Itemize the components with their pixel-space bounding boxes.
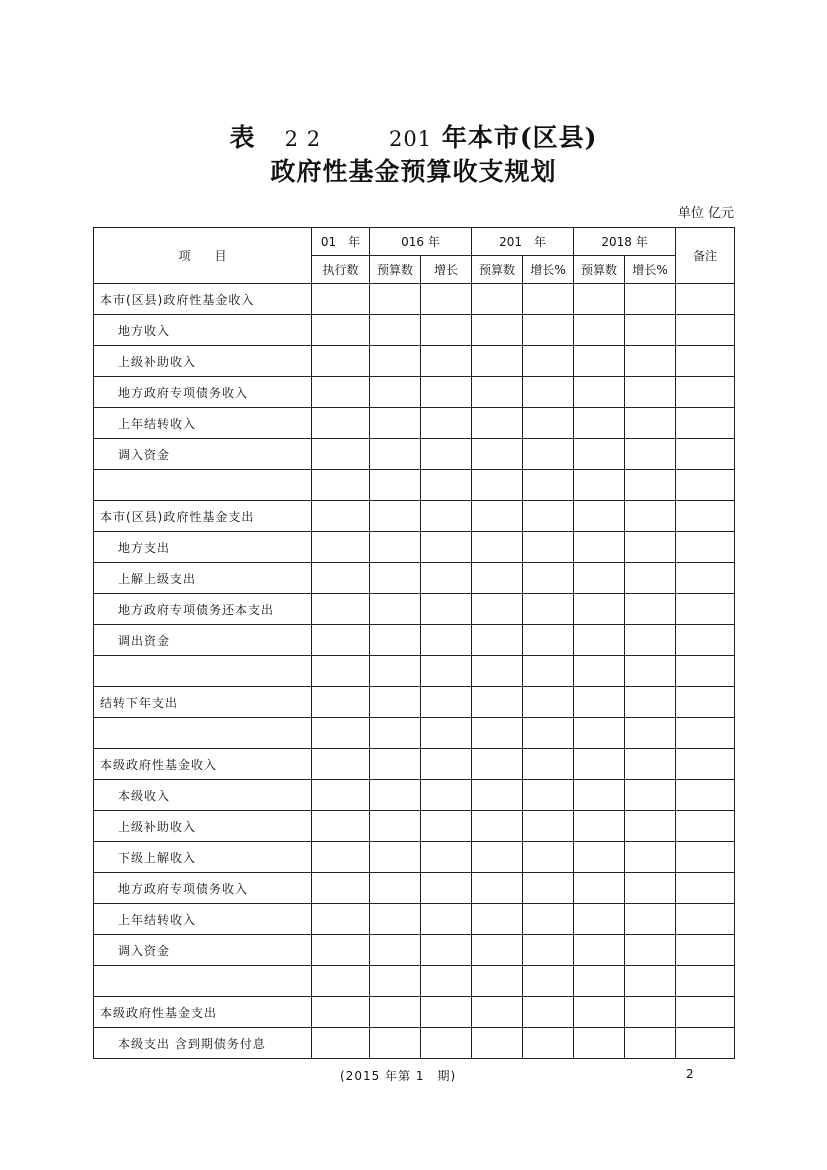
table-row <box>94 873 735 904</box>
value-cell <box>574 997 625 1028</box>
value-cell <box>370 718 421 749</box>
value-cell <box>574 315 625 346</box>
value-cell <box>421 749 472 780</box>
table-row <box>94 625 735 656</box>
value-cell <box>421 966 472 997</box>
header-budget-2: 预算数 <box>472 256 523 284</box>
value-cell <box>625 718 676 749</box>
value-cell <box>370 563 421 594</box>
value-cell <box>523 1028 574 1059</box>
value-cell <box>472 532 523 563</box>
value-cell <box>370 811 421 842</box>
value-cell <box>421 470 472 501</box>
table-row <box>94 718 735 749</box>
value-cell <box>523 997 574 1028</box>
value-cell <box>676 532 735 563</box>
value-cell <box>312 625 370 656</box>
value-cell <box>312 904 370 935</box>
row-label: 地方支出 <box>94 532 312 563</box>
value-cell <box>625 439 676 470</box>
value-cell <box>523 718 574 749</box>
table-row <box>94 408 735 439</box>
value-cell <box>676 749 735 780</box>
value-cell <box>370 904 421 935</box>
row-label: 本级收入 <box>94 780 312 811</box>
value-cell <box>312 563 370 594</box>
row-label: 本级政府性基金收入 <box>94 749 312 780</box>
value-cell <box>421 873 472 904</box>
value-cell <box>472 966 523 997</box>
value-cell <box>625 470 676 501</box>
row-label: 地方收入 <box>94 315 312 346</box>
value-cell <box>676 284 735 315</box>
value-cell <box>472 842 523 873</box>
value-cell <box>472 408 523 439</box>
value-cell <box>312 439 370 470</box>
value-cell <box>370 687 421 718</box>
value-cell <box>676 501 735 532</box>
value-cell <box>523 501 574 532</box>
value-cell <box>676 966 735 997</box>
value-cell <box>574 842 625 873</box>
value-cell <box>676 470 735 501</box>
value-cell <box>676 997 735 1028</box>
value-cell <box>472 284 523 315</box>
value-cell <box>312 315 370 346</box>
value-cell <box>676 315 735 346</box>
value-cell <box>625 408 676 439</box>
value-cell <box>625 749 676 780</box>
table-body <box>94 284 735 1059</box>
value-cell <box>523 563 574 594</box>
value-cell <box>472 749 523 780</box>
value-cell <box>574 656 625 687</box>
table-row <box>94 315 735 346</box>
value-cell <box>421 501 472 532</box>
value-cell <box>370 470 421 501</box>
value-cell <box>370 935 421 966</box>
value-cell <box>625 780 676 811</box>
value-cell <box>421 315 472 346</box>
row-label: 本市(区县)政府性基金收入 <box>94 284 312 315</box>
value-cell <box>574 439 625 470</box>
table-row <box>94 563 735 594</box>
value-cell <box>625 594 676 625</box>
row-label: 上年结转收入 <box>94 408 312 439</box>
value-cell <box>312 470 370 501</box>
header-remark: 备注 <box>676 228 735 284</box>
title-prefix: 表 <box>229 123 256 152</box>
table-row <box>94 811 735 842</box>
value-cell <box>676 935 735 966</box>
table-row <box>94 842 735 873</box>
header-budget-3: 预算数 <box>574 256 625 284</box>
value-cell <box>370 966 421 997</box>
value-cell <box>574 532 625 563</box>
value-cell <box>421 563 472 594</box>
value-cell <box>312 780 370 811</box>
value-cell <box>472 904 523 935</box>
table-row <box>94 997 735 1028</box>
row-label: 调入资金 <box>94 439 312 470</box>
value-cell <box>370 439 421 470</box>
value-cell <box>421 687 472 718</box>
value-cell <box>625 811 676 842</box>
header-growth-2: 增长% <box>523 256 574 284</box>
row-label: 调出资金 <box>94 625 312 656</box>
value-cell <box>472 718 523 749</box>
value-cell <box>625 1028 676 1059</box>
header-item: 项 目 <box>94 228 312 284</box>
row-label: 上年结转收入 <box>94 904 312 935</box>
value-cell <box>625 656 676 687</box>
table-row <box>94 966 735 997</box>
table-row <box>94 532 735 563</box>
value-cell <box>472 811 523 842</box>
value-cell <box>676 563 735 594</box>
table-row <box>94 749 735 780</box>
footer-issue: (2015 年第 1 期) <box>340 1069 457 1083</box>
value-cell <box>370 873 421 904</box>
value-cell <box>421 904 472 935</box>
value-cell <box>523 656 574 687</box>
value-cell <box>312 997 370 1028</box>
row-label: 上级补助收入 <box>94 811 312 842</box>
value-cell <box>370 284 421 315</box>
row-label: 本市(区县)政府性基金支出 <box>94 501 312 532</box>
value-cell <box>676 346 735 377</box>
value-cell <box>625 904 676 935</box>
value-cell <box>370 749 421 780</box>
value-cell <box>523 904 574 935</box>
value-cell <box>312 873 370 904</box>
title-suffix: 年本市(区县) <box>441 123 598 152</box>
table-row <box>94 501 735 532</box>
value-cell <box>421 377 472 408</box>
table-row <box>94 439 735 470</box>
value-cell <box>370 780 421 811</box>
row-label: 下级上解收入 <box>94 842 312 873</box>
page-number: 2 <box>686 1067 694 1081</box>
value-cell <box>370 656 421 687</box>
value-cell <box>625 966 676 997</box>
value-cell <box>574 966 625 997</box>
value-cell <box>312 346 370 377</box>
value-cell <box>421 718 472 749</box>
value-cell <box>472 315 523 346</box>
value-cell <box>312 935 370 966</box>
header-group3: 2018 年 <box>574 228 676 256</box>
value-cell <box>472 1028 523 1059</box>
value-cell <box>312 408 370 439</box>
value-cell <box>625 997 676 1028</box>
value-cell <box>676 873 735 904</box>
value-cell <box>370 625 421 656</box>
value-cell <box>370 1028 421 1059</box>
value-cell <box>523 439 574 470</box>
value-cell <box>421 780 472 811</box>
table-row <box>94 1028 735 1059</box>
value-cell <box>676 408 735 439</box>
value-cell <box>676 594 735 625</box>
value-cell <box>523 873 574 904</box>
value-cell <box>370 997 421 1028</box>
value-cell <box>625 501 676 532</box>
table-row <box>94 935 735 966</box>
value-cell <box>676 377 735 408</box>
value-cell <box>676 780 735 811</box>
value-cell <box>312 749 370 780</box>
value-cell <box>523 966 574 997</box>
value-cell <box>472 780 523 811</box>
value-cell <box>472 377 523 408</box>
value-cell <box>625 315 676 346</box>
value-cell <box>625 687 676 718</box>
value-cell <box>625 625 676 656</box>
value-cell <box>472 501 523 532</box>
value-cell <box>574 501 625 532</box>
value-cell <box>625 935 676 966</box>
value-cell <box>421 625 472 656</box>
value-cell <box>523 625 574 656</box>
value-cell <box>312 811 370 842</box>
value-cell <box>625 563 676 594</box>
header-growth-1: 增长 <box>421 256 472 284</box>
row-label: 本级支出 含到期债务付息 <box>94 1028 312 1059</box>
value-cell <box>472 470 523 501</box>
row-label: 本级政府性基金支出 <box>94 997 312 1028</box>
value-cell <box>312 718 370 749</box>
table-title-line2: 政府性基金预算收支规划 <box>270 157 557 186</box>
value-cell <box>472 935 523 966</box>
value-cell <box>523 811 574 842</box>
value-cell <box>421 811 472 842</box>
value-cell <box>574 1028 625 1059</box>
row-label <box>94 718 312 749</box>
value-cell <box>523 284 574 315</box>
value-cell <box>370 315 421 346</box>
header-group2: 201 年 <box>472 228 574 256</box>
table-row <box>94 470 735 501</box>
value-cell <box>370 377 421 408</box>
table-row <box>94 904 735 935</box>
value-cell <box>421 439 472 470</box>
value-cell <box>523 842 574 873</box>
value-cell <box>472 997 523 1028</box>
title-year: 201 <box>389 127 433 151</box>
title-table-number: 2 2 <box>284 127 322 151</box>
header-growth-3: 增长% <box>625 256 676 284</box>
row-label: 地方政府专项债务收入 <box>94 377 312 408</box>
value-cell <box>574 346 625 377</box>
value-cell <box>421 284 472 315</box>
value-cell <box>421 656 472 687</box>
value-cell <box>523 470 574 501</box>
value-cell <box>574 811 625 842</box>
value-cell <box>421 346 472 377</box>
value-cell <box>472 625 523 656</box>
value-cell <box>312 284 370 315</box>
value-cell <box>676 718 735 749</box>
value-cell <box>421 594 472 625</box>
value-cell <box>574 749 625 780</box>
value-cell <box>625 346 676 377</box>
value-cell <box>312 966 370 997</box>
value-cell <box>472 656 523 687</box>
value-cell <box>472 346 523 377</box>
header-col1-bottom: 执行数 <box>312 256 370 284</box>
value-cell <box>421 532 472 563</box>
value-cell <box>421 997 472 1028</box>
row-label: 地方政府专项债务还本支出 <box>94 594 312 625</box>
table-row <box>94 780 735 811</box>
row-label <box>94 656 312 687</box>
value-cell <box>523 594 574 625</box>
header-budget-1: 预算数 <box>370 256 421 284</box>
value-cell <box>574 904 625 935</box>
value-cell <box>574 284 625 315</box>
value-cell <box>676 904 735 935</box>
value-cell <box>312 594 370 625</box>
table-row <box>94 656 735 687</box>
value-cell <box>676 687 735 718</box>
value-cell <box>574 718 625 749</box>
value-cell <box>421 842 472 873</box>
budget-table <box>93 227 735 1059</box>
value-cell <box>370 532 421 563</box>
value-cell <box>312 687 370 718</box>
value-cell <box>574 935 625 966</box>
unit-label: 单位 亿元 <box>677 206 734 221</box>
value-cell <box>472 439 523 470</box>
row-label: 上级补助收入 <box>94 346 312 377</box>
value-cell <box>472 687 523 718</box>
value-cell <box>625 873 676 904</box>
value-cell <box>421 408 472 439</box>
value-cell <box>312 532 370 563</box>
value-cell <box>370 408 421 439</box>
value-cell <box>676 656 735 687</box>
value-cell <box>523 935 574 966</box>
value-cell <box>312 656 370 687</box>
row-label: 结转下年支出 <box>94 687 312 718</box>
value-cell <box>523 315 574 346</box>
value-cell <box>312 842 370 873</box>
value-cell <box>676 842 735 873</box>
value-cell <box>574 780 625 811</box>
value-cell <box>574 470 625 501</box>
row-label: 上解上级支出 <box>94 563 312 594</box>
value-cell <box>523 780 574 811</box>
value-cell <box>523 408 574 439</box>
value-cell <box>523 377 574 408</box>
value-cell <box>574 408 625 439</box>
value-cell <box>472 594 523 625</box>
value-cell <box>574 377 625 408</box>
row-label: 地方政府专项债务收入 <box>94 873 312 904</box>
row-label <box>94 470 312 501</box>
value-cell <box>625 284 676 315</box>
value-cell <box>574 563 625 594</box>
value-cell <box>421 1028 472 1059</box>
value-cell <box>370 594 421 625</box>
value-cell <box>574 594 625 625</box>
value-cell <box>676 625 735 656</box>
value-cell <box>370 346 421 377</box>
table-row <box>94 687 735 718</box>
header-group1: 016 年 <box>370 228 472 256</box>
table-title-line1 <box>0 118 827 154</box>
value-cell <box>625 532 676 563</box>
value-cell <box>370 842 421 873</box>
value-cell <box>312 1028 370 1059</box>
value-cell <box>472 563 523 594</box>
table-row <box>94 377 735 408</box>
table-row <box>94 346 735 377</box>
value-cell <box>574 687 625 718</box>
value-cell <box>523 346 574 377</box>
value-cell <box>421 935 472 966</box>
value-cell <box>676 1028 735 1059</box>
value-cell <box>312 377 370 408</box>
table-row <box>94 284 735 315</box>
value-cell <box>676 811 735 842</box>
value-cell <box>472 873 523 904</box>
value-cell <box>625 842 676 873</box>
value-cell <box>523 749 574 780</box>
value-cell <box>625 377 676 408</box>
value-cell <box>523 687 574 718</box>
header-col1-top: 01 年 <box>312 228 370 256</box>
value-cell <box>370 501 421 532</box>
value-cell <box>523 532 574 563</box>
row-label: 调入资金 <box>94 935 312 966</box>
value-cell <box>574 873 625 904</box>
value-cell <box>676 439 735 470</box>
value-cell <box>574 625 625 656</box>
value-cell <box>312 501 370 532</box>
row-label <box>94 966 312 997</box>
table-row <box>94 594 735 625</box>
